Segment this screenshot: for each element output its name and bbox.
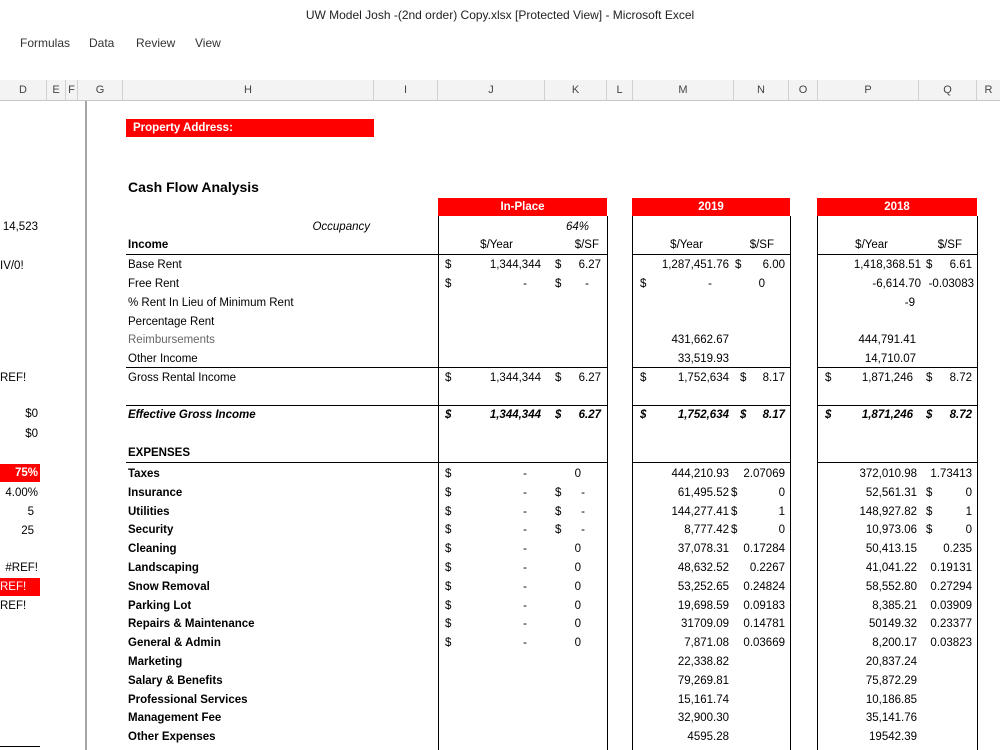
dollar-sign: $	[445, 409, 452, 421]
column-headers	[0, 80, 1000, 101]
cell[interactable]: 6.00	[762, 259, 785, 271]
dollar-sign: $	[640, 409, 647, 421]
tab-view[interactable]: View	[195, 36, 221, 50]
cell[interactable]: 10,186.85	[865, 694, 917, 706]
expenses-header-border	[817, 462, 977, 463]
dollar-sign: $	[445, 487, 452, 499]
left-cell-red[interactable]: REF!	[0, 578, 40, 596]
col-header-g[interactable]: G	[78, 80, 123, 100]
section-title: Cash Flow Analysis	[128, 179, 259, 195]
col-header-i[interactable]: I	[374, 80, 438, 100]
row-label[interactable]: Snow Removal	[128, 581, 210, 593]
cell[interactable]: 0.03669	[743, 637, 785, 649]
expenses-header-border	[632, 462, 790, 463]
income-header-border	[126, 254, 438, 255]
dollar-sign: $	[731, 506, 738, 518]
cell[interactable]: 52,561.31	[865, 487, 917, 499]
row-label[interactable]: Other Income	[128, 353, 198, 365]
cell[interactable]: 8.72	[949, 409, 972, 421]
cell[interactable]: 19,698.59	[677, 600, 729, 612]
dollar-sign: $	[926, 487, 933, 499]
row-label[interactable]: Other Expenses	[128, 731, 216, 743]
cell[interactable]: 0	[574, 562, 581, 574]
dollar-sign: $	[735, 259, 742, 271]
gross-rental-border	[126, 367, 438, 368]
cell[interactable]: 372,010.98	[859, 468, 917, 480]
cell[interactable]: 41,041.22	[865, 562, 917, 574]
gross-rental-border	[817, 367, 977, 368]
cell[interactable]: 8,385.21	[872, 600, 917, 612]
y2019-sf-header: $/SF	[749, 239, 774, 251]
dollar-sign: $	[926, 506, 933, 518]
cell[interactable]: 0	[574, 543, 581, 555]
cell[interactable]: 22,338.82	[677, 656, 729, 668]
dollar-sign: $	[640, 278, 647, 290]
cell[interactable]: -	[523, 487, 527, 499]
col-header-f[interactable]: F	[66, 80, 78, 100]
cell[interactable]: 0.03823	[930, 637, 972, 649]
cell[interactable]: -	[585, 278, 589, 290]
egi-label[interactable]: Effective Gross Income	[128, 409, 256, 421]
col-header-p[interactable]: P	[818, 80, 919, 100]
cell[interactable]: 1,752,634	[677, 409, 729, 421]
cell[interactable]: 79,269.81	[677, 675, 729, 687]
tab-formulas[interactable]: Formulas	[20, 36, 71, 50]
col-header-m[interactable]: M	[633, 80, 734, 100]
cell[interactable]: 1,871,246	[861, 409, 913, 421]
cell[interactable]: 19542.39	[869, 731, 917, 743]
cell[interactable]: 444,791.41	[858, 334, 916, 346]
cell[interactable]: -	[523, 524, 527, 536]
cell[interactable]: -	[581, 506, 585, 518]
left-cell[interactable]: 5	[27, 506, 34, 518]
row-label[interactable]: Free Rent	[128, 278, 180, 290]
dollar-sign: $	[731, 487, 738, 499]
cell[interactable]: 444,210.93	[671, 468, 729, 480]
cell[interactable]: 37,078.31	[677, 543, 729, 555]
cell[interactable]: 0	[965, 487, 972, 499]
col-header-n[interactable]: N	[734, 80, 789, 100]
cell[interactable]: 0	[778, 524, 785, 536]
dollar-sign: $	[731, 524, 738, 536]
worksheet[interactable]	[0, 101, 1000, 750]
cell[interactable]: 0	[574, 637, 581, 649]
cell[interactable]: 0.27294	[930, 581, 972, 593]
y2018-sf-header: $/SF	[937, 239, 962, 251]
tab-review[interactable]: Review	[136, 36, 176, 50]
expenses-header: EXPENSES	[128, 447, 190, 459]
dollar-sign: $	[555, 506, 562, 518]
cell[interactable]: 1,344,344	[489, 409, 541, 421]
cell[interactable]: -	[581, 487, 585, 499]
dollar-sign: $	[740, 409, 747, 421]
cell[interactable]: 148,927.82	[859, 506, 917, 518]
cell[interactable]: 8,200.17	[872, 637, 917, 649]
inplace-column-box	[438, 216, 608, 750]
cell[interactable]: 1,287,451.76	[661, 259, 729, 271]
y2018-year-header: $/Year	[855, 239, 888, 251]
dollar-sign: $	[445, 506, 452, 518]
cell[interactable]: -	[581, 524, 585, 536]
dollar-sign: $	[926, 259, 933, 271]
cell[interactable]: -	[523, 468, 527, 480]
gross-rental-border	[632, 367, 790, 368]
col-header-d[interactable]: D	[0, 80, 47, 100]
cell[interactable]: 8,777.42	[684, 524, 729, 536]
cell[interactable]: 14,710.07	[864, 353, 916, 365]
dollar-sign: $	[445, 524, 452, 536]
tab-data[interactable]: Data	[89, 36, 115, 50]
dollar-sign: $	[445, 581, 452, 593]
left-cell[interactable]: 25	[21, 525, 34, 537]
cell[interactable]: 8.17	[762, 409, 785, 421]
row-label[interactable]: Reimbursements	[128, 334, 215, 346]
row-label[interactable]: Percentage Rent	[128, 316, 215, 328]
row-label[interactable]: Marketing	[128, 656, 183, 668]
cell[interactable]: -	[708, 278, 712, 290]
cell[interactable]: 6.61	[949, 259, 972, 271]
cell[interactable]: 0	[778, 487, 785, 499]
row-label[interactable]: Landscaping	[128, 562, 199, 574]
income-header-border	[817, 254, 977, 255]
row-label[interactable]: Salary & Benefits	[128, 675, 223, 687]
cell[interactable]: 32,900.30	[677, 712, 729, 724]
cell[interactable]: 2.07069	[743, 468, 785, 480]
dollar-sign: $	[445, 562, 452, 574]
cell[interactable]: 431,662.67	[671, 334, 729, 346]
left-cell[interactable]: REF!	[0, 600, 27, 612]
left-cell-red[interactable]: 75%	[0, 464, 40, 482]
row-label[interactable]: Parking Lot	[128, 600, 192, 612]
cell[interactable]: -	[523, 506, 527, 518]
window-title: UW Model Josh -(2nd order) Copy.xlsx [Protected View] - Microsoft Excel	[0, 0, 1000, 30]
dollar-sign: $	[445, 543, 452, 555]
cell[interactable]: -	[523, 562, 527, 574]
period-header-2019[interactable]: 2019	[632, 198, 790, 216]
period-header-2018[interactable]: 2018	[817, 198, 977, 216]
property-address-label[interactable]: Property Address:	[126, 119, 374, 137]
left-border	[0, 746, 40, 747]
cell[interactable]: 75,872.29	[865, 675, 917, 687]
dollar-sign: $	[555, 524, 562, 536]
cell[interactable]: 1.73413	[930, 468, 972, 480]
row-label[interactable]: Cleaning	[128, 543, 177, 555]
dollar-sign: $	[445, 278, 452, 290]
gross-rental-label[interactable]: Gross Rental Income	[128, 372, 237, 384]
y2019-year-header: $/Year	[670, 239, 703, 251]
cell[interactable]: 144,277.41	[671, 506, 729, 518]
col-header-q[interactable]: Q	[919, 80, 977, 100]
cell[interactable]: 4595.28	[687, 731, 729, 743]
cell[interactable]: -6,614.70	[872, 278, 921, 290]
cell[interactable]: 0.09183	[743, 600, 785, 612]
cell[interactable]: 15,161.74	[677, 694, 729, 706]
formula-bar[interactable]	[0, 58, 1000, 81]
cell[interactable]: 50149.32	[869, 618, 917, 630]
expenses-header-border	[126, 462, 438, 463]
cell[interactable]: 0.03909	[930, 600, 972, 612]
cell[interactable]: 8.72	[949, 372, 972, 384]
cell[interactable]: 0	[574, 618, 581, 630]
cell[interactable]: -	[523, 543, 527, 555]
cell[interactable]: 48,632.52	[677, 562, 729, 574]
cell[interactable]: 8.17	[762, 372, 785, 384]
row-label[interactable]: Repairs & Maintenance	[128, 618, 255, 630]
col-header-j[interactable]: J	[438, 80, 545, 100]
ribbon	[0, 30, 1000, 59]
cell[interactable]: 1,344,344	[489, 372, 541, 384]
left-cell[interactable]: REF!	[0, 372, 27, 384]
col-header-o[interactable]: O	[789, 80, 818, 100]
inplace-year-header: $/Year	[480, 239, 513, 251]
left-cell[interactable]: #REF!	[5, 562, 38, 574]
row-label[interactable]: Insurance	[128, 487, 183, 499]
cell[interactable]: 50,413.15	[865, 543, 917, 555]
dollar-sign: $	[740, 372, 747, 384]
freeze-pane-divider	[85, 101, 87, 750]
dollar-sign: $	[445, 259, 452, 271]
cell[interactable]: 1,871,246	[861, 372, 913, 384]
cell[interactable]: 58,552.80	[865, 581, 917, 593]
cell[interactable]: 53,252.65	[677, 581, 729, 593]
dollar-sign: $	[445, 618, 452, 630]
cell[interactable]: 0	[574, 581, 581, 593]
left-cell[interactable]: $0	[25, 408, 38, 420]
cell[interactable]: 0.14781	[743, 618, 785, 630]
cell[interactable]: -0.03083	[928, 278, 974, 290]
cell[interactable]: 33,519.93	[677, 353, 729, 365]
dollar-sign: $	[555, 259, 562, 271]
period-header-inplace[interactable]: In-Place	[438, 198, 607, 216]
cell[interactable]: 1,752,634	[677, 372, 729, 384]
col-header-e[interactable]: E	[47, 80, 66, 100]
cell[interactable]: 0	[758, 278, 765, 290]
dollar-sign: $	[445, 468, 452, 480]
income-header: Income	[128, 239, 169, 251]
cell[interactable]: 0	[574, 600, 581, 612]
cell[interactable]: 0.17284	[743, 543, 785, 555]
cell[interactable]: 1	[965, 506, 972, 518]
cell[interactable]: 0	[574, 468, 581, 480]
cell[interactable]: -	[523, 278, 527, 290]
dollar-sign: $	[445, 637, 452, 649]
cell[interactable]: 35,141.76	[865, 712, 917, 724]
cell[interactable]: -	[523, 600, 527, 612]
cell[interactable]: 0.235	[943, 543, 972, 555]
cell[interactable]: 6.27	[578, 409, 601, 421]
occupancy-value[interactable]: 64%	[565, 221, 589, 233]
col-header-r[interactable]: R	[984, 84, 993, 96]
cell[interactable]: 1,344,344	[489, 259, 541, 271]
cell[interactable]: 61,495.52	[677, 487, 729, 499]
cell[interactable]: 6.27	[578, 259, 601, 271]
gross-rental-border	[438, 367, 607, 368]
col-header-k[interactable]: K	[545, 80, 607, 100]
cell[interactable]: 7,871.08	[684, 637, 729, 649]
income-header-border	[438, 254, 607, 255]
col-header-l[interactable]: L	[607, 80, 633, 100]
cell[interactable]: -	[523, 637, 527, 649]
inplace-sf-header: $/SF	[574, 239, 599, 251]
dollar-sign: $	[555, 409, 562, 421]
dollar-sign: $	[445, 372, 452, 384]
cell[interactable]: 6.27	[578, 372, 601, 384]
cell[interactable]: 10,973.06	[865, 524, 917, 536]
cell[interactable]: -	[523, 618, 527, 630]
cell[interactable]: -9	[904, 297, 915, 309]
dollar-sign: $	[825, 372, 832, 384]
occupancy-label: Occupancy	[312, 221, 370, 233]
left-cell[interactable]: IV/0!	[0, 260, 24, 272]
row-label[interactable]: Base Rent	[128, 259, 182, 271]
dollar-sign: $	[926, 372, 933, 384]
cell[interactable]: 0.23377	[930, 618, 972, 630]
income-header-border	[632, 254, 790, 255]
dollar-sign: $	[926, 409, 933, 421]
row-label[interactable]: Professional Services	[128, 694, 248, 706]
cell[interactable]: 20,837.24	[865, 656, 917, 668]
cell[interactable]: 0	[965, 524, 972, 536]
dollar-sign: $	[825, 409, 832, 421]
row-label[interactable]: Management Fee	[128, 712, 222, 724]
cell[interactable]: 0.2267	[749, 562, 785, 574]
row-label[interactable]: Utilities	[128, 506, 170, 518]
dollar-sign: $	[445, 600, 452, 612]
cell[interactable]: 0.19131	[930, 562, 972, 574]
left-cell[interactable]: 14,523	[2, 221, 38, 233]
cell[interactable]: -	[523, 581, 527, 593]
row-label[interactable]: Security	[128, 524, 174, 536]
col-header-h[interactable]: H	[123, 80, 374, 100]
dollar-sign: $	[926, 524, 933, 536]
row-label[interactable]: Taxes	[128, 468, 160, 480]
cell[interactable]: 1,418,368.51	[853, 259, 921, 271]
dollar-sign: $	[640, 372, 647, 384]
row-label[interactable]: % Rent In Lieu of Minimum Rent	[128, 297, 294, 309]
row-label[interactable]: General & Admin	[128, 637, 221, 649]
cell[interactable]: 1	[778, 506, 785, 518]
left-cell[interactable]: $0	[25, 428, 38, 440]
expenses-header-border	[438, 462, 607, 463]
left-cell[interactable]: 4.00%	[5, 487, 38, 499]
dollar-sign: $	[555, 487, 562, 499]
dollar-sign: $	[555, 372, 562, 384]
cell[interactable]: 31709.09	[681, 618, 729, 630]
cell[interactable]: 0.24824	[743, 581, 785, 593]
dollar-sign: $	[555, 278, 562, 290]
